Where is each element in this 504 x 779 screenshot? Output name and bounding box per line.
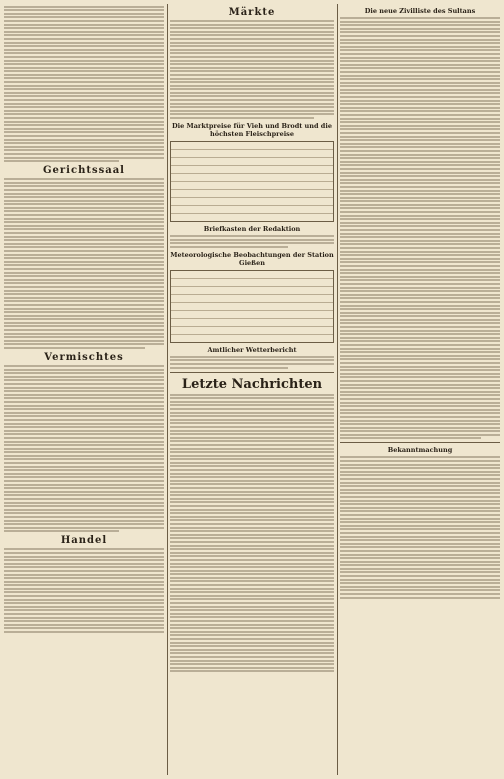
section-heading: Vermischtes — [44, 352, 124, 364]
article-text — [170, 356, 334, 369]
article-text — [4, 365, 164, 532]
column-rule — [337, 4, 338, 775]
article-text — [4, 178, 164, 349]
article-text — [170, 235, 334, 248]
price-table — [170, 141, 334, 222]
column-rule — [167, 4, 168, 775]
section-heading: Handel — [60, 535, 108, 547]
section-heading: Die neue Zivilliste des Sultans — [364, 7, 476, 15]
article-text — [4, 6, 164, 163]
article-text — [170, 20, 334, 119]
section-heading: Die Marktpreise für Vieh und Brodt und die höchsten Fleischpreise — [172, 122, 332, 139]
section-heading: Bekanntmachung — [387, 446, 453, 455]
column-middle — [170, 4, 334, 775]
section-heading: Gerichtssaal — [43, 165, 125, 177]
section-heading: Amtlicher Wetterbericht — [207, 345, 297, 354]
section-heading: Briefkasten der Redaktion — [203, 225, 301, 234]
article-text — [170, 394, 334, 673]
article-text — [4, 548, 164, 633]
column-right — [340, 4, 500, 775]
article-text — [340, 456, 500, 598]
section-heading: Letzte Nachrichten — [181, 376, 323, 392]
section-heading: Märkte — [228, 7, 276, 18]
section-heading: Meteorologische Beobachtungen der Station Gießen — [170, 250, 334, 267]
weather-table — [170, 270, 334, 343]
column-left — [4, 4, 164, 775]
article-text — [340, 17, 500, 439]
